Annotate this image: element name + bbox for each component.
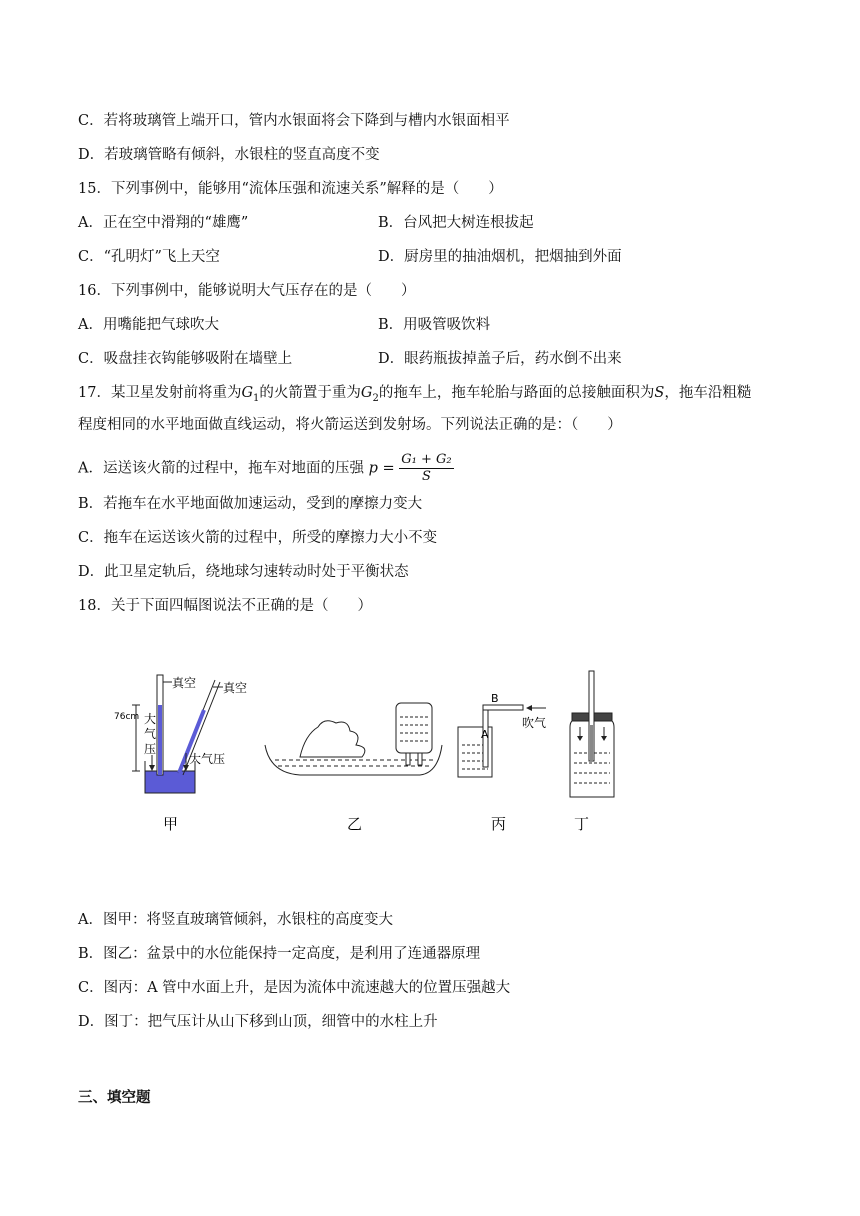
figure-jia — [114, 675, 247, 833]
figure-label-jia: 甲 — [163, 815, 179, 833]
q16-stem: 16．下列事例中，能够说明大气压存在的是（ ） — [78, 283, 416, 299]
q17-option-b: B．若拖车在水平地面做加速运动，受到的摩擦力变大 — [78, 496, 423, 512]
blow-label: 吹气 — [522, 716, 547, 730]
figure-label-ding: 丁 — [574, 815, 590, 833]
atm-vertical-3: 压 — [144, 742, 157, 756]
section-heading: 三、填空题 — [78, 1090, 151, 1106]
q18-option-d: D．图丁：把气压计从山下移到山顶，细管中的水柱上升 — [78, 1014, 438, 1030]
q15-option-a: A．正在空中滑翔的“雄鹰” — [78, 215, 249, 231]
q16-option-d: D．眼药瓶拔掉盖子后，药水倒不出来 — [378, 351, 622, 367]
vacuum-label-2: 真空 — [223, 681, 248, 695]
q18-option-a: A．图甲：将竖直玻璃管倾斜，水银柱的高度变大 — [78, 912, 393, 928]
q15-option-d: D．厨房里的抽油烟机，把烟抽到外面 — [378, 249, 622, 265]
q17-option-d: D．此卫星定轨后，绕地球匀速转动时处于平衡状态 — [78, 564, 409, 580]
figure-yi — [265, 703, 442, 833]
q18-stem: 18．关于下面四幅图说法不正确的是（ ） — [78, 598, 372, 614]
q15-option-c: C．“孔明灯”飞上天空 — [78, 249, 220, 265]
figure-label-yi: 乙 — [347, 815, 363, 833]
q18-option-b: B．图乙：盆景中的水位能保持一定高度，是利用了连通器原理 — [78, 946, 481, 962]
q17-option-c: C．拖车在运送该火箭的过程中，所受的摩擦力大小不变 — [78, 530, 438, 546]
tube-a-label: A — [481, 728, 489, 741]
q18-option-c: C．图丙：A 管中水面上升，是因为流体中流速越大的位置压强越大 — [78, 980, 511, 996]
q17-stem-line1: 17．某卫星发射前将重为$G_1$的火箭置于重为$G_2$的拖车上，拖车轮胎与路面的总接触面积为S，拖车沿粗糙 — [78, 385, 752, 404]
q17-stem-line2: 程度相同的水平地面做直线运动，将火箭运送到发射场。下列说法正确的是：（ ） — [78, 417, 622, 433]
q18-figure — [100, 665, 620, 840]
figure-label-bing: 丙 — [491, 815, 507, 833]
atm-vertical-2: 气 — [144, 727, 157, 741]
atm-vertical-1: 大 — [144, 712, 157, 726]
q17-option-a: A．运送该火箭的过程中，拖车对地面的压强 p = $\frac{\text{G₁ + G₂}}{S}$ — [78, 452, 452, 484]
q16-option-b: B．用吸管吸饮料 — [378, 317, 491, 333]
atm-label: 大气压 — [189, 752, 226, 766]
figure-bing — [458, 692, 546, 833]
figure-ding — [570, 671, 614, 833]
pressure-formula-lhs: p = — [368, 460, 395, 477]
height-76cm-label: 76cm — [114, 712, 140, 722]
q15-option-b: B．台风把大树连根拔起 — [378, 215, 534, 231]
pressure-formula-fraction: $\frac{\text{G₁ + G₂}}{S}$ — [401, 452, 452, 484]
q16-option-a: A．用嘴能把气球吹大 — [78, 317, 219, 333]
q15-stem: 15．下列事例中，能够用“流体压强和流速关系”解释的是（ ） — [78, 181, 503, 197]
q14-option-c: C．若将玻璃管上端开口，管内水银面将会下降到与槽内水银面相平 — [78, 113, 510, 129]
tube-b-label: B — [491, 692, 499, 705]
vacuum-label-1: 真空 — [172, 676, 197, 690]
q16-option-c: C．吸盘挂衣钩能够吸附在墙壁上 — [78, 351, 293, 367]
q14-option-d: D．若玻璃管略有倾斜，水银柱的竖直高度不变 — [78, 147, 380, 163]
